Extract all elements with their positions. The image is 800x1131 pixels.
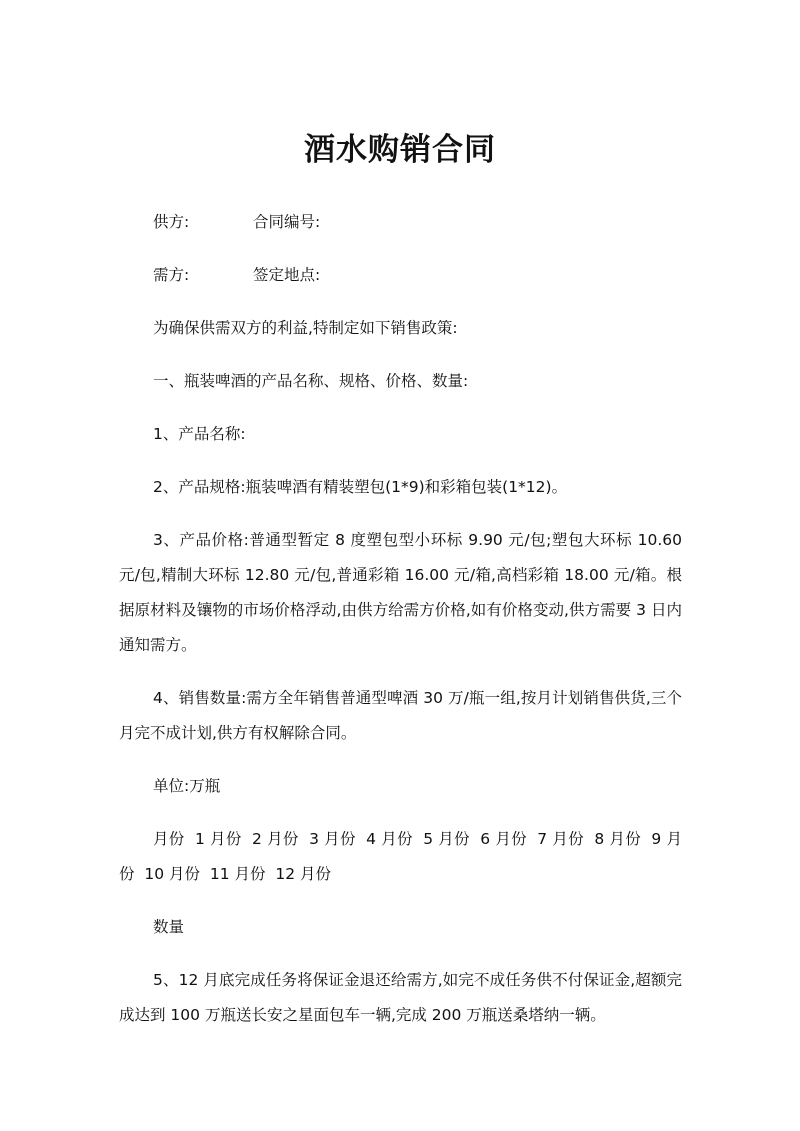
document-body <box>119 205 682 1051</box>
supplier-label: 供方: <box>153 213 190 231</box>
paragraph-product-spec: 2、产品规格:瓶装啤酒有精装塑包(1*9)和彩箱包装(1*12)。 <box>153 478 568 496</box>
paragraph-months: 月份 1 月份 2 月份 3 月份 4 月份 5 月份 6 月份 7 月份 8 月份 9 月份 10 月份 11 月份 12 月份 <box>119 830 682 883</box>
buyer-row <box>119 258 682 293</box>
signing-location-label: 签定地点: <box>253 266 321 284</box>
paragraph-deposit-reward: 5、12 月底完成任务将保证金退还给需方,如完不成任务供不付保证金,超额完成达到 100 万瓶送长安之星面包车一辆,完成 200 万瓶送桑塔纳一辆。 <box>119 971 682 1024</box>
paragraph-product-price: 3、产品价格:普通型暂定 8 度塑包型小环标 9.90 元/包;塑包大环标 10.60 元/包,精制大环标 12.80 元/包,普通彩箱 16.00 元/箱,高档彩箱 18.00 元/箱。根据原材料及镶物的市场价格浮动,由供方给需方价格,如有价格变动,供方需要 3 日内通知需方。 <box>119 531 682 654</box>
buyer-label: 需方: <box>153 266 190 284</box>
paragraph-product-name: 1、产品名称: <box>153 425 246 443</box>
contract-number-label: 合同编号: <box>253 213 321 231</box>
paragraph-intro: 为确保供需双方的利益,特制定如下销售政策: <box>153 319 458 337</box>
paragraph-unit: 单位:万瓶 <box>153 777 221 795</box>
document-title: 酒水购销合同 <box>304 132 496 168</box>
paragraph-sales-quantity: 4、销售数量:需方全年销售普通型啤酒 30 万/瓶一组,按月计划销售供货,三个月完不成计划,供方有权解除合同。 <box>119 689 682 742</box>
supplier-row <box>119 205 682 240</box>
paragraph-section-1: 一、瓶装啤酒的产品名称、规格、价格、数量: <box>153 372 469 390</box>
paragraph-quantity: 数量 <box>153 918 185 936</box>
